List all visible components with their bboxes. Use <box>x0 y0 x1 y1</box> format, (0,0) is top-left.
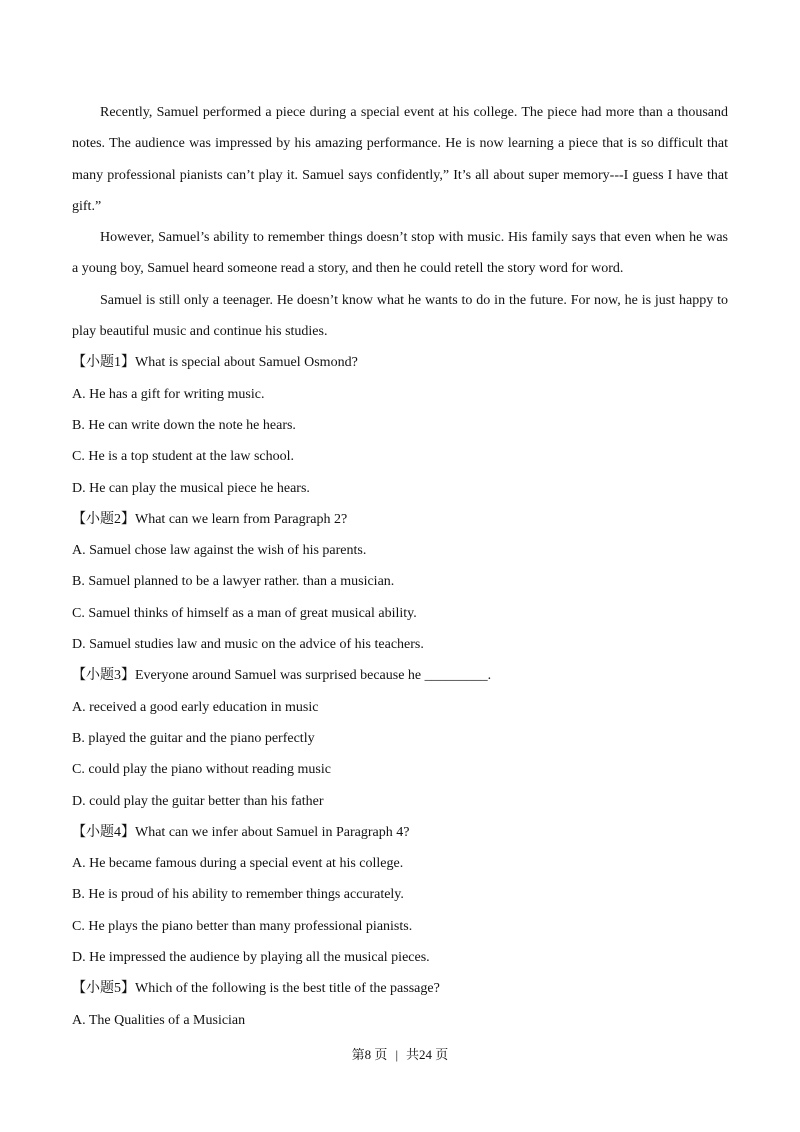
option-a: A. He became famous during a special event at his college. <box>72 856 404 872</box>
option-b: B. played the guitar and the piano perfectly <box>72 730 315 746</box>
option-c: C. Samuel thinks of himself as a man of great musical ability. <box>72 605 417 621</box>
option-c: C. He is a top student at the law school. <box>72 449 295 465</box>
option-a: A. Samuel chose law against the wish of his parents. <box>72 543 367 559</box>
option-a: A. He has a gift for writing music. <box>72 386 265 402</box>
option-a: A. The Qualities of a Musician <box>72 1012 246 1028</box>
question-stem <box>72 660 728 691</box>
option-b: B. He is proud of his ability to remember things accurately. <box>72 887 404 903</box>
passage-paragraph-3: Samuel is still only a teenager. He doesn’t know what he wants to do in the future. For now, he is just happy to play beautiful music and continue his studies. <box>72 292 728 340</box>
passage-paragraph-1: Recently, Samuel performed a piece during a special event at his college. The piece had more than a thousand notes. The audience was impressed by his amazing performance. He is now learning a piece that is so difficult that many professional pianists can’t play it. Samuel says confidently,” It’s all about super memory---I guess I have that gift.” <box>72 105 728 214</box>
footer-separator: | <box>395 1047 399 1062</box>
question-stem <box>72 347 728 378</box>
page-content <box>72 97 728 1036</box>
page-total: 共24 页 <box>406 1047 449 1062</box>
question-1 <box>72 347 728 503</box>
option-c: C. He plays the piano better than many professional pianists. <box>72 918 413 934</box>
question-3 <box>72 660 728 816</box>
question-text: What can we learn from Paragraph 2? <box>135 511 348 527</box>
option-b: B. He can write down the note he hears. <box>72 417 296 433</box>
question-stem <box>72 817 728 848</box>
question-stem <box>72 504 728 535</box>
question-label: 【小题3】 <box>72 668 135 684</box>
question-2 <box>72 504 728 660</box>
question-label: 【小题5】 <box>72 981 135 997</box>
question-label: 【小题4】 <box>72 824 135 840</box>
page-number: 第8 页 <box>351 1047 388 1062</box>
question-5 <box>72 973 728 1036</box>
option-d: D. could play the guitar better than his father <box>72 793 324 809</box>
question-text: Everyone around Samuel was surprised because he _________. <box>135 668 492 684</box>
question-label: 【小题1】 <box>72 355 135 371</box>
question-text: What is special about Samuel Osmond? <box>135 355 358 371</box>
option-a: A. received a good early education in music <box>72 699 319 715</box>
question-text: Which of the following is the best title of the passage? <box>135 981 440 997</box>
page-footer <box>0 1046 800 1064</box>
question-stem <box>72 973 728 1004</box>
option-d: D. He impressed the audience by playing all the musical pieces. <box>72 950 430 966</box>
question-4 <box>72 817 728 973</box>
option-b: B. Samuel planned to be a lawyer rather. than a musician. <box>72 574 395 590</box>
option-c: C. could play the piano without reading music <box>72 762 331 778</box>
question-text: What can we infer about Samuel in Paragraph 4? <box>135 824 410 840</box>
option-d: D. Samuel studies law and music on the advice of his teachers. <box>72 637 424 653</box>
passage-paragraph-2: However, Samuel’s ability to remember things doesn’t stop with music. His family says that even when he was a young boy, Samuel heard someone read a story, and then he could retell the story word for word. <box>72 230 728 277</box>
option-d: D. He can play the musical piece he hears. <box>72 480 310 496</box>
question-label: 【小题2】 <box>72 511 135 527</box>
